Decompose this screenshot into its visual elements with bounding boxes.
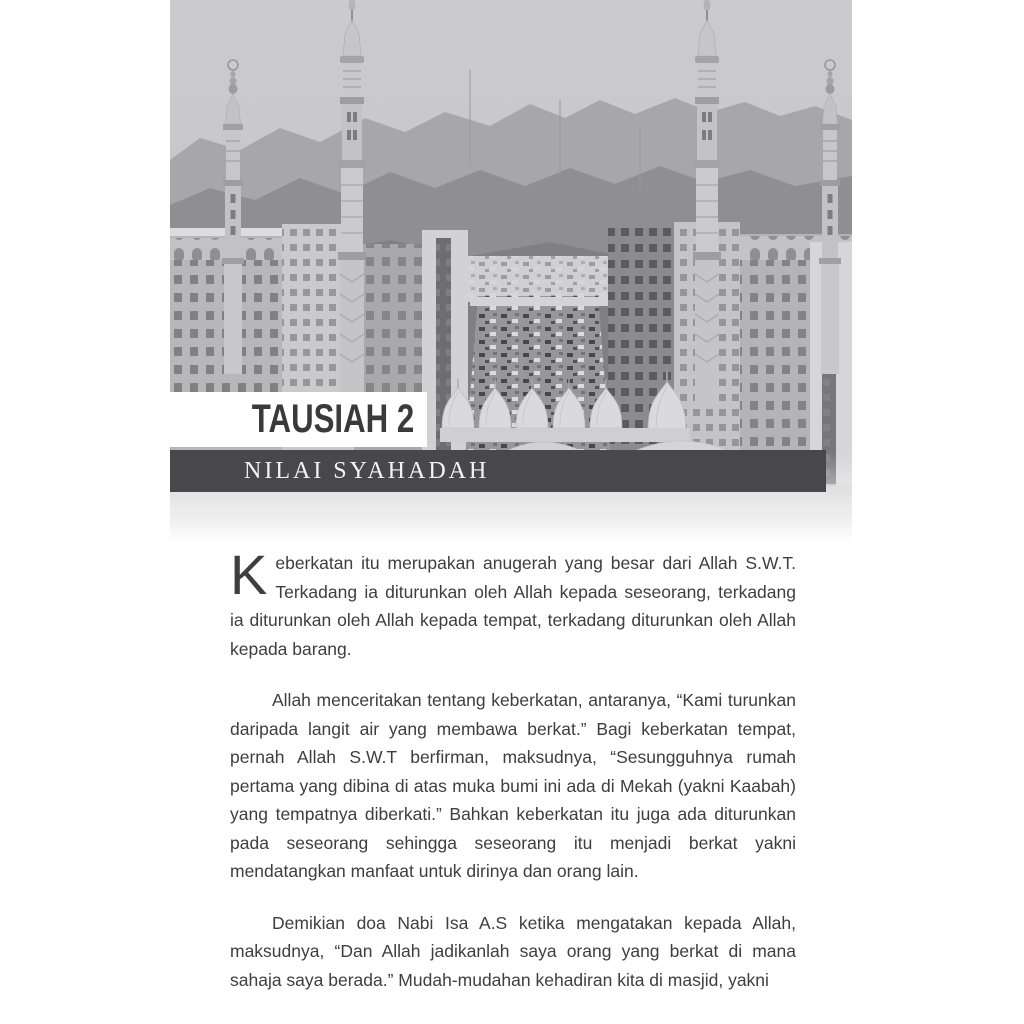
chapter-label-box	[170, 392, 427, 447]
paragraph-3	[230, 909, 796, 995]
photo-buildings-right	[608, 222, 852, 486]
chapter-label: TAUSIAH 2	[251, 397, 414, 441]
drop-cap: K	[230, 543, 268, 606]
paragraph-2-text: Allah menceritakan tentang keberkatan, antaranya, “Kami turunkan daripada langit air yang membawa berkat.” Bagi keberkatan tempat, pernah Allah S.W.T berfirman, maksudnya, “Sesungguhnya rumah pertama yang dibina di atas muka bumi ini ada di Mekah (yakni Kaabah) yang tempatnya diberkati.” Bahkan keberkatan itu juga ada diturunkan pada seseorang sehingga seseorang itu menjadi berkat yakni mendatangkan manfaat untuk dirinya dan orang lain.	[230, 690, 796, 881]
paragraph-2	[230, 686, 796, 886]
paragraph-3-text: Demikian doa Nabi Isa A.S ketika mengatakan kepada Allah, maksudnya, “Dan Allah jadikanlah saya orang yang berkat di mana sahaja saya berada.” Mudah-mudahan kehadiran kita di masjid, yakni	[230, 912, 796, 990]
chapter-title-banner	[170, 450, 826, 492]
chapter-title: NILAI SYAHADAH	[244, 457, 490, 484]
paragraph-1-text: eberkatan itu merupakan anugerah yang besar dari Allah S.W.T. Terkadang ia diturunkan oleh Allah kepada seseorang, terkadang ia diturunkan oleh Allah kepada tempat, terkadang diturunkan oleh Allah kepada barang.	[230, 553, 796, 659]
body-text	[230, 543, 796, 1017]
paragraph-1	[230, 543, 796, 663]
photo-distant-city	[465, 256, 610, 302]
